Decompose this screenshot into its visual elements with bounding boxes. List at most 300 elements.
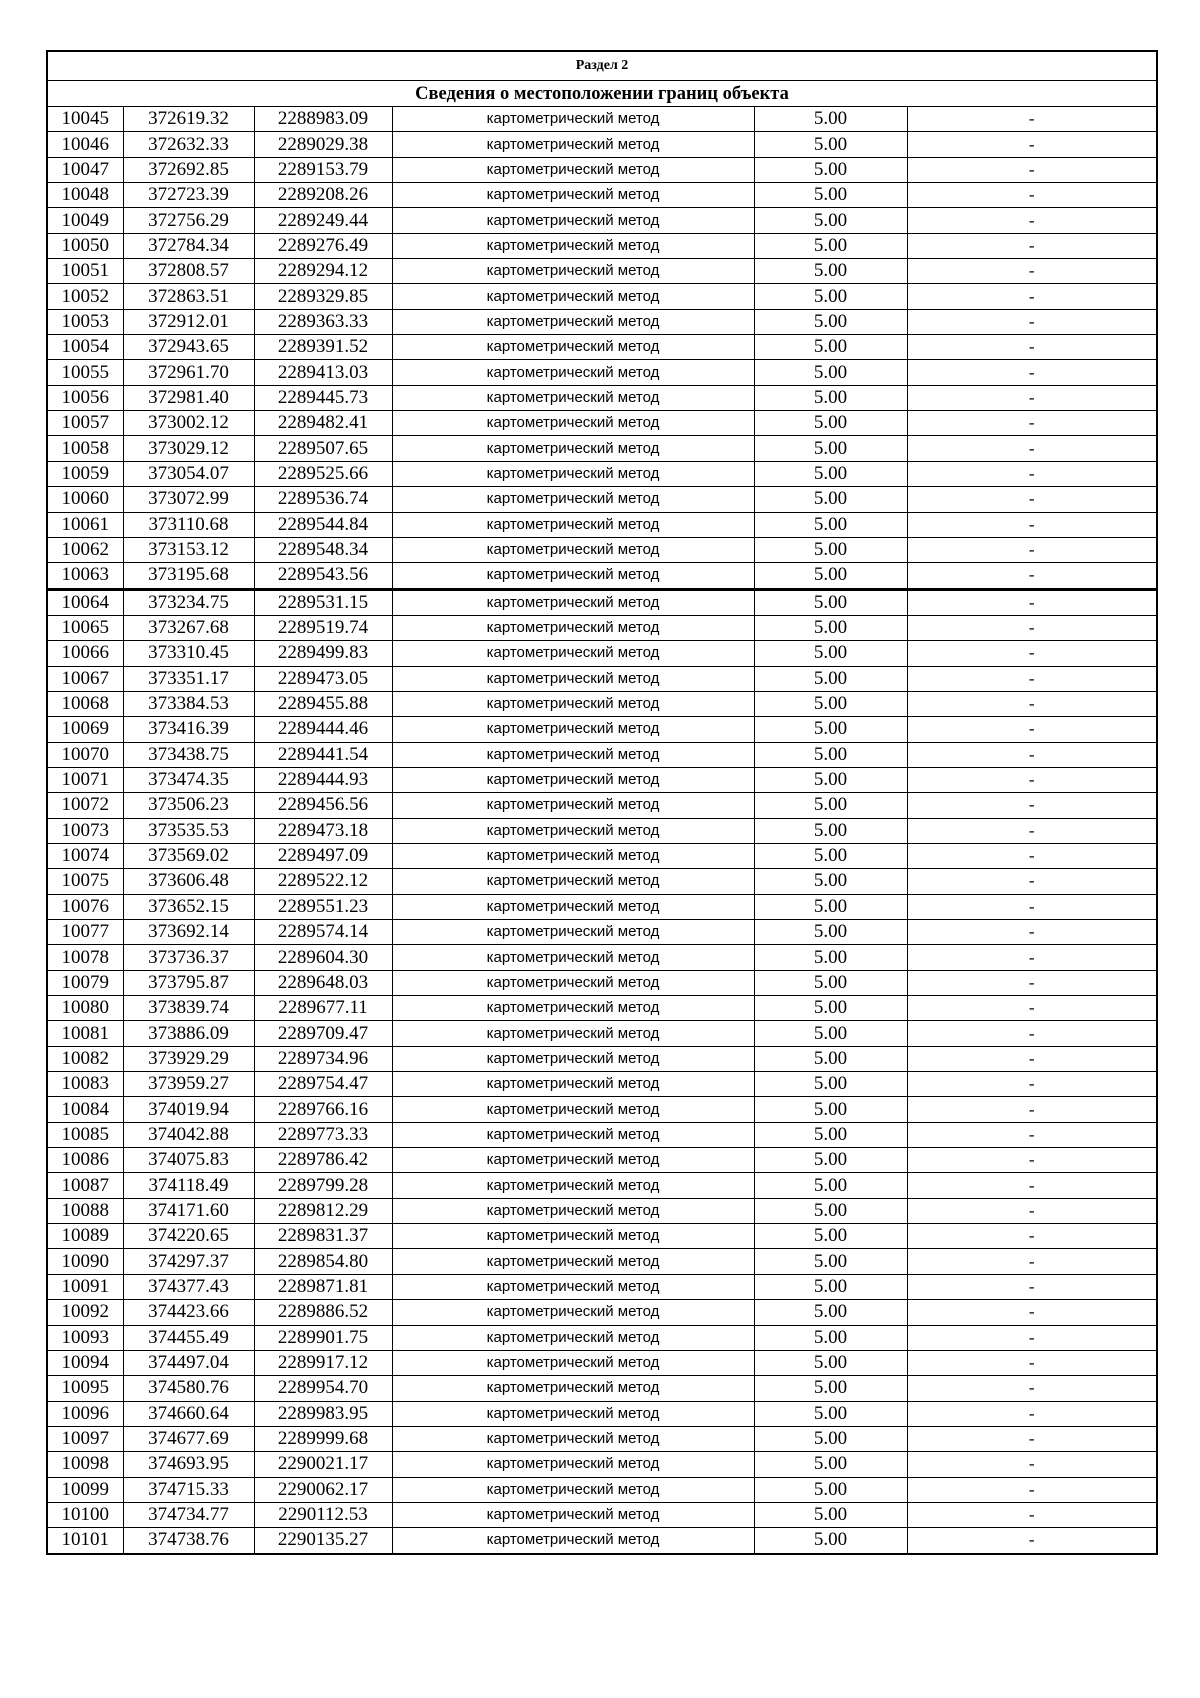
- point-number-cell: 10081: [47, 1021, 123, 1046]
- table-row: [47, 1072, 1157, 1097]
- method-cell: картометрический метод: [392, 309, 754, 334]
- x-coordinate-cell: 373029.12: [123, 436, 254, 461]
- accuracy-cell: 5.00: [754, 1300, 907, 1325]
- y-coordinate-cell: 2289208.26: [254, 183, 392, 208]
- point-number-cell: 10095: [47, 1376, 123, 1401]
- y-coordinate-cell: 2290062.17: [254, 1477, 392, 1502]
- note-cell: -: [907, 461, 1157, 486]
- x-coordinate-cell: 373002.12: [123, 411, 254, 436]
- method-cell: картометрический метод: [392, 1528, 754, 1554]
- y-coordinate-cell: 2289543.56: [254, 563, 392, 589]
- y-coordinate-cell: 2289456.56: [254, 793, 392, 818]
- table-row: [47, 843, 1157, 868]
- accuracy-cell: 5.00: [754, 1097, 907, 1122]
- section-header-row: [47, 51, 1157, 81]
- accuracy-cell: 5.00: [754, 996, 907, 1021]
- x-coordinate-cell: 373310.45: [123, 641, 254, 666]
- note-cell: -: [907, 1452, 1157, 1477]
- note-cell: -: [907, 132, 1157, 157]
- accuracy-cell: 5.00: [754, 208, 907, 233]
- y-coordinate-cell: 2289551.23: [254, 894, 392, 919]
- accuracy-cell: 5.00: [754, 1376, 907, 1401]
- point-number-cell: 10085: [47, 1122, 123, 1147]
- table-row: [47, 157, 1157, 182]
- point-number-cell: 10052: [47, 284, 123, 309]
- note-cell: -: [907, 996, 1157, 1021]
- method-cell: картометрический метод: [392, 385, 754, 410]
- accuracy-cell: 5.00: [754, 1325, 907, 1350]
- y-coordinate-cell: 2290112.53: [254, 1502, 392, 1527]
- note-cell: -: [907, 563, 1157, 589]
- point-number-cell: 10051: [47, 259, 123, 284]
- method-cell: картометрический метод: [392, 945, 754, 970]
- method-cell: картометрический метод: [392, 157, 754, 182]
- method-cell: картометрический метод: [392, 1122, 754, 1147]
- table-row: [47, 1452, 1157, 1477]
- accuracy-cell: 5.00: [754, 1122, 907, 1147]
- table-row: [47, 920, 1157, 945]
- method-cell: картометрический метод: [392, 436, 754, 461]
- point-number-cell: 10064: [47, 589, 123, 615]
- y-coordinate-cell: 2289445.73: [254, 385, 392, 410]
- table-caption: Сведения о местоположении границ объекта: [47, 81, 1157, 107]
- point-number-cell: 10096: [47, 1401, 123, 1426]
- accuracy-cell: 5.00: [754, 183, 907, 208]
- note-cell: -: [907, 1072, 1157, 1097]
- note-cell: -: [907, 1325, 1157, 1350]
- x-coordinate-cell: 373267.68: [123, 615, 254, 640]
- point-number-cell: 10090: [47, 1249, 123, 1274]
- table-row: [47, 385, 1157, 410]
- note-cell: -: [907, 1426, 1157, 1451]
- table-row: [47, 1249, 1157, 1274]
- x-coordinate-cell: 374734.77: [123, 1502, 254, 1527]
- accuracy-cell: 5.00: [754, 1452, 907, 1477]
- x-coordinate-cell: 373384.53: [123, 691, 254, 716]
- table-row: [47, 537, 1157, 562]
- caption-row: [47, 81, 1157, 107]
- x-coordinate-cell: 374220.65: [123, 1224, 254, 1249]
- accuracy-cell: 5.00: [754, 537, 907, 562]
- accuracy-cell: 5.00: [754, 1198, 907, 1223]
- y-coordinate-cell: 2289522.12: [254, 869, 392, 894]
- x-coordinate-cell: 372808.57: [123, 259, 254, 284]
- note-cell: -: [907, 1046, 1157, 1071]
- table-row: [47, 183, 1157, 208]
- note-cell: -: [907, 1502, 1157, 1527]
- point-number-cell: 10060: [47, 487, 123, 512]
- table-row: [47, 1224, 1157, 1249]
- point-number-cell: 10072: [47, 793, 123, 818]
- point-number-cell: 10086: [47, 1148, 123, 1173]
- method-cell: картометрический метод: [392, 537, 754, 562]
- method-cell: картометрический метод: [392, 1300, 754, 1325]
- point-number-cell: 10056: [47, 385, 123, 410]
- accuracy-cell: 5.00: [754, 259, 907, 284]
- table-row: [47, 1148, 1157, 1173]
- accuracy-cell: 5.00: [754, 385, 907, 410]
- note-cell: -: [907, 742, 1157, 767]
- y-coordinate-cell: 2289677.11: [254, 996, 392, 1021]
- note-cell: -: [907, 970, 1157, 995]
- x-coordinate-cell: 373153.12: [123, 537, 254, 562]
- note-cell: -: [907, 1350, 1157, 1375]
- accuracy-cell: 5.00: [754, 843, 907, 868]
- point-number-cell: 10046: [47, 132, 123, 157]
- note-cell: -: [907, 411, 1157, 436]
- accuracy-cell: 5.00: [754, 233, 907, 258]
- method-cell: картометрический метод: [392, 793, 754, 818]
- y-coordinate-cell: 2289954.70: [254, 1376, 392, 1401]
- point-number-cell: 10045: [47, 107, 123, 132]
- y-coordinate-cell: 2289544.84: [254, 512, 392, 537]
- x-coordinate-cell: 372943.65: [123, 335, 254, 360]
- accuracy-cell: 5.00: [754, 767, 907, 792]
- accuracy-cell: 5.00: [754, 1224, 907, 1249]
- note-cell: -: [907, 1224, 1157, 1249]
- table-row: [47, 107, 1157, 132]
- x-coordinate-cell: 373692.14: [123, 920, 254, 945]
- method-cell: картометрический метод: [392, 233, 754, 258]
- table-row: [47, 335, 1157, 360]
- method-cell: картометрический метод: [392, 284, 754, 309]
- method-cell: картометрический метод: [392, 1477, 754, 1502]
- method-cell: картометрический метод: [392, 1452, 754, 1477]
- method-cell: картометрический метод: [392, 1426, 754, 1451]
- note-cell: -: [907, 208, 1157, 233]
- x-coordinate-cell: 374075.83: [123, 1148, 254, 1173]
- table-row: [47, 309, 1157, 334]
- x-coordinate-cell: 373195.68: [123, 563, 254, 589]
- x-coordinate-cell: 372784.34: [123, 233, 254, 258]
- note-cell: -: [907, 717, 1157, 742]
- y-coordinate-cell: 2289773.33: [254, 1122, 392, 1147]
- x-coordinate-cell: 373416.39: [123, 717, 254, 742]
- table-row: [47, 589, 1157, 615]
- method-cell: картометрический метод: [392, 1097, 754, 1122]
- x-coordinate-cell: 372692.85: [123, 157, 254, 182]
- note-cell: -: [907, 1300, 1157, 1325]
- x-coordinate-cell: 374580.76: [123, 1376, 254, 1401]
- accuracy-cell: 5.00: [754, 411, 907, 436]
- point-number-cell: 10089: [47, 1224, 123, 1249]
- x-coordinate-cell: 373474.35: [123, 767, 254, 792]
- method-cell: картометрический метод: [392, 1325, 754, 1350]
- table-row: [47, 1021, 1157, 1046]
- method-cell: картометрический метод: [392, 360, 754, 385]
- y-coordinate-cell: 2289548.34: [254, 537, 392, 562]
- table-row: [47, 487, 1157, 512]
- note-cell: -: [907, 385, 1157, 410]
- point-number-cell: 10076: [47, 894, 123, 919]
- note-cell: -: [907, 284, 1157, 309]
- accuracy-cell: 5.00: [754, 1072, 907, 1097]
- accuracy-cell: 5.00: [754, 1477, 907, 1502]
- method-cell: картометрический метод: [392, 1173, 754, 1198]
- point-number-cell: 10092: [47, 1300, 123, 1325]
- accuracy-cell: 5.00: [754, 1173, 907, 1198]
- accuracy-cell: 5.00: [754, 461, 907, 486]
- method-cell: картометрический метод: [392, 1376, 754, 1401]
- method-cell: картометрический метод: [392, 1148, 754, 1173]
- table-row: [47, 869, 1157, 894]
- y-coordinate-cell: 2289444.46: [254, 717, 392, 742]
- accuracy-cell: 5.00: [754, 284, 907, 309]
- method-cell: картометрический метод: [392, 487, 754, 512]
- x-coordinate-cell: 373795.87: [123, 970, 254, 995]
- y-coordinate-cell: 2289294.12: [254, 259, 392, 284]
- accuracy-cell: 5.00: [754, 793, 907, 818]
- point-number-cell: 10066: [47, 641, 123, 666]
- y-coordinate-cell: 2289574.14: [254, 920, 392, 945]
- note-cell: -: [907, 589, 1157, 615]
- x-coordinate-cell: 372981.40: [123, 385, 254, 410]
- point-number-cell: 10063: [47, 563, 123, 589]
- point-number-cell: 10074: [47, 843, 123, 868]
- method-cell: картометрический метод: [392, 717, 754, 742]
- method-cell: картометрический метод: [392, 666, 754, 691]
- table-row: [47, 512, 1157, 537]
- y-coordinate-cell: 2289482.41: [254, 411, 392, 436]
- table-row: [47, 259, 1157, 284]
- table-row: [47, 996, 1157, 1021]
- table-row: [47, 615, 1157, 640]
- accuracy-cell: 5.00: [754, 1274, 907, 1299]
- point-number-cell: 10065: [47, 615, 123, 640]
- note-cell: -: [907, 666, 1157, 691]
- table-row: [47, 1300, 1157, 1325]
- accuracy-cell: 5.00: [754, 1046, 907, 1071]
- table-row: [47, 1350, 1157, 1375]
- method-cell: картометрический метод: [392, 1502, 754, 1527]
- y-coordinate-cell: 2290021.17: [254, 1452, 392, 1477]
- accuracy-cell: 5.00: [754, 818, 907, 843]
- accuracy-cell: 5.00: [754, 107, 907, 132]
- y-coordinate-cell: 2289917.12: [254, 1350, 392, 1375]
- y-coordinate-cell: 2289812.29: [254, 1198, 392, 1223]
- method-cell: картометрический метод: [392, 894, 754, 919]
- note-cell: -: [907, 1148, 1157, 1173]
- y-coordinate-cell: 2289786.42: [254, 1148, 392, 1173]
- table-row: [47, 360, 1157, 385]
- method-cell: картометрический метод: [392, 589, 754, 615]
- table-row: [47, 233, 1157, 258]
- y-coordinate-cell: 2289854.80: [254, 1249, 392, 1274]
- accuracy-cell: 5.00: [754, 335, 907, 360]
- point-number-cell: 10094: [47, 1350, 123, 1375]
- table-row: [47, 666, 1157, 691]
- point-number-cell: 10097: [47, 1426, 123, 1451]
- method-cell: картометрический метод: [392, 843, 754, 868]
- table-row: [47, 1325, 1157, 1350]
- point-number-cell: 10100: [47, 1502, 123, 1527]
- x-coordinate-cell: 373652.15: [123, 894, 254, 919]
- point-number-cell: 10049: [47, 208, 123, 233]
- y-coordinate-cell: 2288983.09: [254, 107, 392, 132]
- note-cell: -: [907, 259, 1157, 284]
- note-cell: -: [907, 107, 1157, 132]
- y-coordinate-cell: 2289754.47: [254, 1072, 392, 1097]
- accuracy-cell: 5.00: [754, 132, 907, 157]
- method-cell: картометрический метод: [392, 563, 754, 589]
- table-row: [47, 691, 1157, 716]
- method-cell: картометрический метод: [392, 335, 754, 360]
- point-number-cell: 10087: [47, 1173, 123, 1198]
- note-cell: -: [907, 487, 1157, 512]
- x-coordinate-cell: 373351.17: [123, 666, 254, 691]
- y-coordinate-cell: 2289519.74: [254, 615, 392, 640]
- method-cell: картометрический метод: [392, 996, 754, 1021]
- method-cell: картометрический метод: [392, 1046, 754, 1071]
- accuracy-cell: 5.00: [754, 945, 907, 970]
- x-coordinate-cell: 373110.68: [123, 512, 254, 537]
- table-row: [47, 411, 1157, 436]
- note-cell: -: [907, 1097, 1157, 1122]
- y-coordinate-cell: 2289536.74: [254, 487, 392, 512]
- point-number-cell: 10062: [47, 537, 123, 562]
- point-number-cell: 10101: [47, 1528, 123, 1554]
- y-coordinate-cell: 2289276.49: [254, 233, 392, 258]
- x-coordinate-cell: 373929.29: [123, 1046, 254, 1071]
- accuracy-cell: 5.00: [754, 1528, 907, 1554]
- x-coordinate-cell: 374497.04: [123, 1350, 254, 1375]
- x-coordinate-cell: 373959.27: [123, 1072, 254, 1097]
- y-coordinate-cell: 2289983.95: [254, 1401, 392, 1426]
- table-row: [47, 284, 1157, 309]
- method-cell: картометрический метод: [392, 1249, 754, 1274]
- y-coordinate-cell: 2289886.52: [254, 1300, 392, 1325]
- note-cell: -: [907, 691, 1157, 716]
- note-cell: -: [907, 1198, 1157, 1223]
- note-cell: -: [907, 1528, 1157, 1554]
- accuracy-cell: 5.00: [754, 1401, 907, 1426]
- point-number-cell: 10080: [47, 996, 123, 1021]
- point-number-cell: 10073: [47, 818, 123, 843]
- table-row: [47, 767, 1157, 792]
- x-coordinate-cell: 373506.23: [123, 793, 254, 818]
- table-row: [47, 945, 1157, 970]
- point-number-cell: 10058: [47, 436, 123, 461]
- note-cell: -: [907, 537, 1157, 562]
- y-coordinate-cell: 2289441.54: [254, 742, 392, 767]
- method-cell: картометрический метод: [392, 107, 754, 132]
- y-coordinate-cell: 2289455.88: [254, 691, 392, 716]
- y-coordinate-cell: 2289999.68: [254, 1426, 392, 1451]
- method-cell: картометрический метод: [392, 512, 754, 537]
- accuracy-cell: 5.00: [754, 869, 907, 894]
- note-cell: -: [907, 1376, 1157, 1401]
- accuracy-cell: 5.00: [754, 970, 907, 995]
- x-coordinate-cell: 373569.02: [123, 843, 254, 868]
- point-number-cell: 10098: [47, 1452, 123, 1477]
- method-cell: картометрический метод: [392, 641, 754, 666]
- accuracy-cell: 5.00: [754, 1021, 907, 1046]
- x-coordinate-cell: 372912.01: [123, 309, 254, 334]
- point-number-cell: 10047: [47, 157, 123, 182]
- y-coordinate-cell: 2289153.79: [254, 157, 392, 182]
- note-cell: -: [907, 309, 1157, 334]
- y-coordinate-cell: 2289329.85: [254, 284, 392, 309]
- table-row: [47, 436, 1157, 461]
- note-cell: -: [907, 945, 1157, 970]
- y-coordinate-cell: 2289709.47: [254, 1021, 392, 1046]
- method-cell: картометрический метод: [392, 1350, 754, 1375]
- method-cell: картометрический метод: [392, 132, 754, 157]
- method-cell: картометрический метод: [392, 1072, 754, 1097]
- table-row: [47, 717, 1157, 742]
- x-coordinate-cell: 374693.95: [123, 1452, 254, 1477]
- accuracy-cell: 5.00: [754, 615, 907, 640]
- point-number-cell: 10067: [47, 666, 123, 691]
- point-number-cell: 10099: [47, 1477, 123, 1502]
- accuracy-cell: 5.00: [754, 1249, 907, 1274]
- point-number-cell: 10082: [47, 1046, 123, 1071]
- method-cell: картометрический метод: [392, 818, 754, 843]
- x-coordinate-cell: 372632.33: [123, 132, 254, 157]
- table-row: [47, 1477, 1157, 1502]
- x-coordinate-cell: 372961.70: [123, 360, 254, 385]
- y-coordinate-cell: 2289766.16: [254, 1097, 392, 1122]
- accuracy-cell: 5.00: [754, 920, 907, 945]
- note-cell: -: [907, 360, 1157, 385]
- note-cell: -: [907, 1401, 1157, 1426]
- note-cell: -: [907, 920, 1157, 945]
- table-row: [47, 1122, 1157, 1147]
- method-cell: картометрический метод: [392, 742, 754, 767]
- method-cell: картометрический метод: [392, 615, 754, 640]
- x-coordinate-cell: 374042.88: [123, 1122, 254, 1147]
- note-cell: -: [907, 894, 1157, 919]
- table-row: [47, 208, 1157, 233]
- note-cell: -: [907, 157, 1157, 182]
- method-cell: картометрический метод: [392, 183, 754, 208]
- accuracy-cell: 5.00: [754, 691, 907, 716]
- method-cell: картометрический метод: [392, 1224, 754, 1249]
- y-coordinate-cell: 2289413.03: [254, 360, 392, 385]
- note-cell: -: [907, 615, 1157, 640]
- method-cell: картометрический метод: [392, 1198, 754, 1223]
- method-cell: картометрический метод: [392, 767, 754, 792]
- accuracy-cell: 5.00: [754, 360, 907, 385]
- accuracy-cell: 5.00: [754, 436, 907, 461]
- note-cell: -: [907, 1021, 1157, 1046]
- y-coordinate-cell: 2289391.52: [254, 335, 392, 360]
- table-row: [47, 1274, 1157, 1299]
- y-coordinate-cell: 2289604.30: [254, 945, 392, 970]
- x-coordinate-cell: 373438.75: [123, 742, 254, 767]
- point-number-cell: 10071: [47, 767, 123, 792]
- y-coordinate-cell: 2289901.75: [254, 1325, 392, 1350]
- accuracy-cell: 5.00: [754, 512, 907, 537]
- point-number-cell: 10079: [47, 970, 123, 995]
- point-number-cell: 10093: [47, 1325, 123, 1350]
- point-number-cell: 10048: [47, 183, 123, 208]
- table-row: [47, 1046, 1157, 1071]
- method-cell: картометрический метод: [392, 869, 754, 894]
- x-coordinate-cell: 373234.75: [123, 589, 254, 615]
- y-coordinate-cell: 2289029.38: [254, 132, 392, 157]
- x-coordinate-cell: 372723.39: [123, 183, 254, 208]
- point-number-cell: 10091: [47, 1274, 123, 1299]
- x-coordinate-cell: 373054.07: [123, 461, 254, 486]
- x-coordinate-cell: 374171.60: [123, 1198, 254, 1223]
- accuracy-cell: 5.00: [754, 641, 907, 666]
- table-row: [47, 1528, 1157, 1554]
- y-coordinate-cell: 2289499.83: [254, 641, 392, 666]
- point-number-cell: 10068: [47, 691, 123, 716]
- point-number-cell: 10075: [47, 869, 123, 894]
- x-coordinate-cell: 372863.51: [123, 284, 254, 309]
